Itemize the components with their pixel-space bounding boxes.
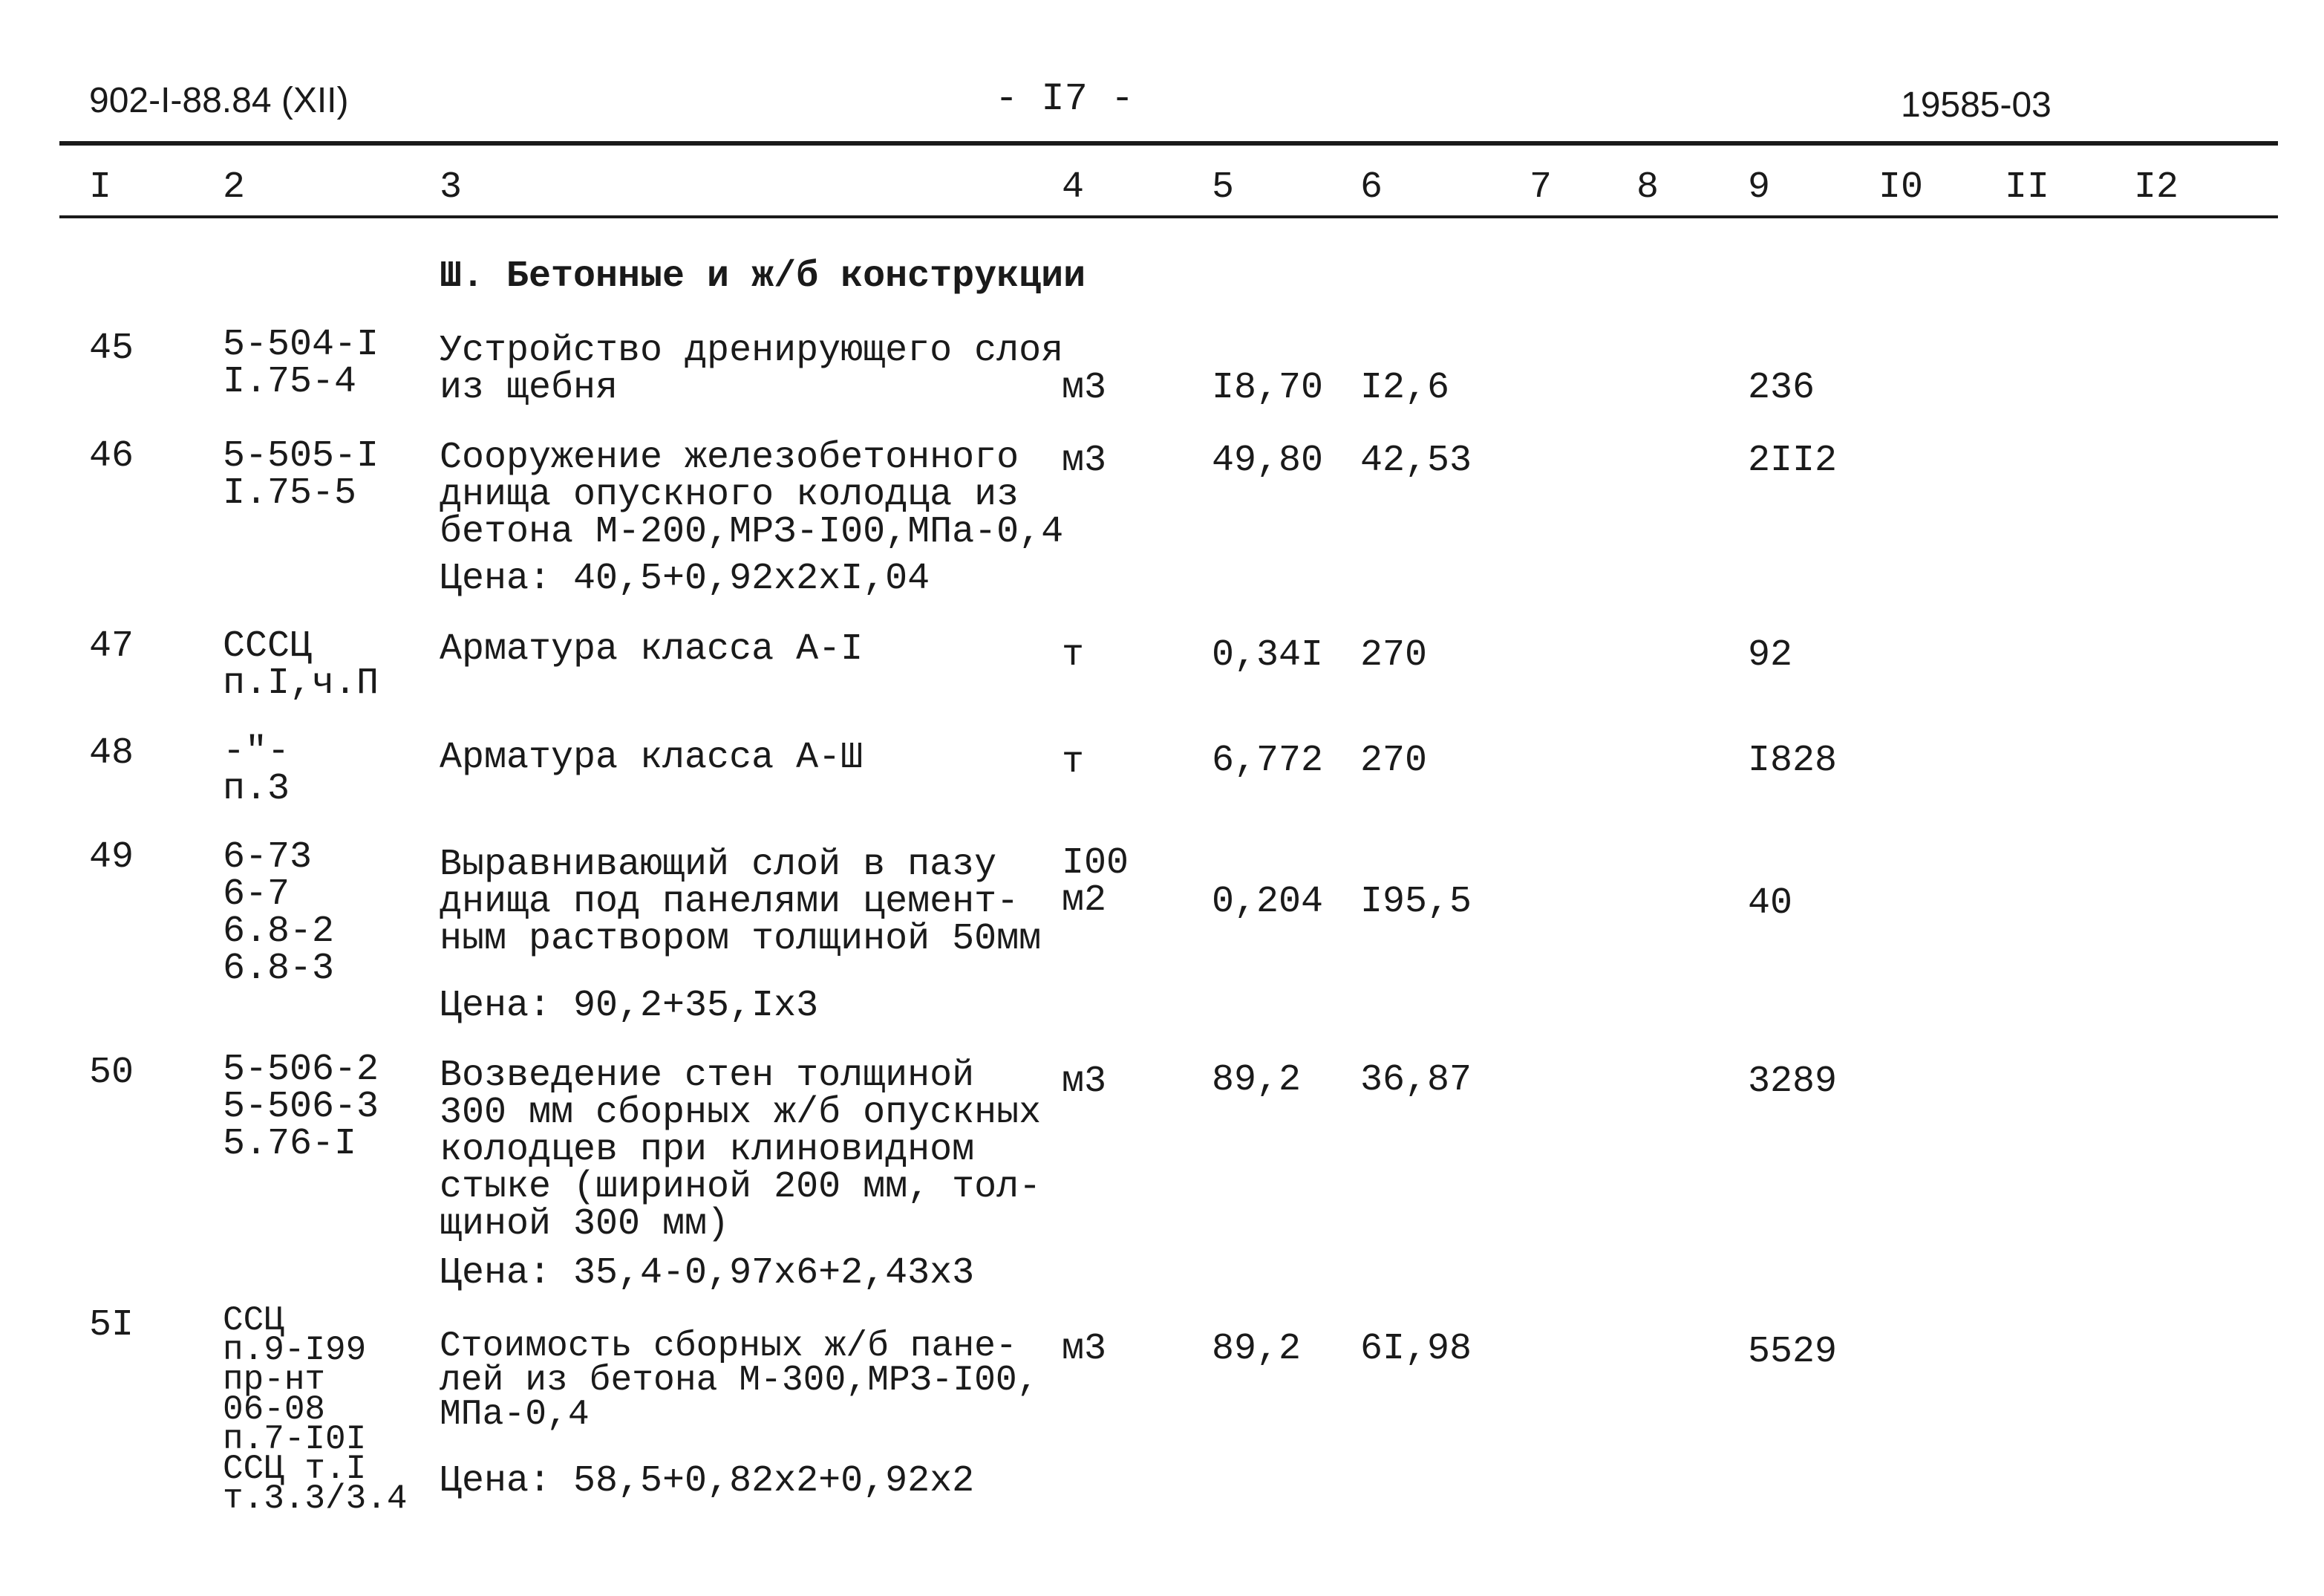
code-line: 6-73	[223, 836, 313, 879]
row-unit-price: 42,53	[1360, 440, 1472, 482]
desc-line: Стоимость сборных ж/б пане-	[440, 1326, 1017, 1367]
column-header: 2	[223, 166, 246, 209]
page-number: - I7 -	[995, 77, 1135, 121]
row-quantity: 0,34I	[1212, 634, 1324, 677]
row-description	[440, 437, 1064, 553]
code-line: 5-505-I	[223, 435, 379, 478]
column-header: 7	[1530, 166, 1553, 209]
column-header: 5	[1212, 166, 1235, 209]
row-price-note: Цена: 58,5+0,82х2+0,92х2	[440, 1460, 975, 1502]
header-rule-top	[59, 141, 2278, 146]
row-unit-price: 270	[1360, 634, 1428, 677]
row-quantity: 0,204	[1212, 881, 1324, 923]
code-line: 6.8-2	[223, 911, 335, 953]
code-line: I.75-4	[223, 361, 357, 403]
desc-line: Арматура класса А-Ш	[440, 737, 864, 779]
row-number: 49	[89, 836, 134, 879]
desc-line: щиной 300 мм)	[440, 1203, 730, 1245]
row-description	[440, 1326, 1039, 1435]
code-line: п.I,ч.П	[223, 662, 379, 705]
unit-line: м2	[1062, 879, 1107, 922]
code-line: п.7-I0I	[223, 1420, 367, 1459]
desc-line: бетона М-200,МРЗ-I00,МПа-0,4	[440, 511, 1064, 553]
row-unit: м3	[1062, 1328, 1107, 1370]
document-code: 902-I-88.84 (XII)	[89, 81, 349, 120]
desc-line: стыке (шириной 200 мм, тол-	[440, 1166, 1042, 1208]
row-quantity: 89,2	[1212, 1059, 1302, 1101]
row-unit-price: 36,87	[1360, 1059, 1472, 1101]
code-line: I.75-5	[223, 472, 357, 515]
row-code	[223, 435, 379, 515]
row-total: 40	[1748, 882, 1793, 925]
row-total: I828	[1748, 740, 1838, 782]
row-unit: м3	[1062, 440, 1107, 482]
row-number: 46	[89, 435, 134, 478]
row-unit: т	[1062, 741, 1085, 784]
row-total: 3289	[1748, 1061, 1838, 1103]
column-header: I0	[1879, 166, 1924, 209]
row-description	[440, 1055, 1042, 1245]
row-code	[223, 324, 379, 403]
code-line: 6-7	[223, 873, 290, 916]
column-header: I	[89, 166, 112, 209]
code-line: п.9-I99	[223, 1331, 367, 1369]
desc-line: днища под панелями цемент-	[440, 881, 1019, 923]
unit-line: I00	[1062, 842, 1129, 885]
code-line: -"-	[223, 731, 290, 773]
row-unit: т	[1062, 634, 1085, 677]
row-number: 45	[89, 328, 134, 370]
code-line: 5.76-I	[223, 1123, 357, 1165]
desc-line: ным раствором толщиной 50мм	[440, 918, 1042, 960]
row-quantity: I8,70	[1212, 367, 1324, 409]
code-line: пр-нт	[223, 1361, 326, 1399]
code-line: ССЦ	[223, 1301, 284, 1340]
row-quantity: 89,2	[1212, 1328, 1302, 1370]
row-description	[440, 737, 864, 779]
column-header: 3	[440, 166, 463, 209]
row-code	[223, 836, 335, 990]
column-header: II	[2005, 166, 2050, 209]
row-price-note: Цена: 90,2+35,Iх3	[440, 985, 819, 1027]
desc-line: Сооружение железобетонного	[440, 437, 1019, 479]
row-quantity: 6,772	[1212, 740, 1324, 782]
code-line: 5-504-I	[223, 324, 379, 366]
row-quantity: 49,80	[1212, 440, 1324, 482]
row-price-note: Цена: 35,4-0,97х6+2,43х3	[440, 1252, 975, 1294]
row-total: 92	[1748, 634, 1793, 677]
desc-line: Выравнивающий слой в пазу	[440, 844, 997, 886]
row-unit-price: I95,5	[1360, 881, 1472, 923]
section-title: Ш. Бетонные и ж/б конструкции	[440, 255, 1086, 298]
row-price-note: Цена: 40,5+0,92х2хI,04	[440, 558, 930, 600]
row-unit-price: 6I,98	[1360, 1328, 1472, 1370]
desc-line: 300 мм сборных ж/б опускных	[440, 1092, 1042, 1134]
code-line: 5-506-3	[223, 1086, 379, 1128]
code-line: СССЦ	[223, 625, 313, 668]
row-unit: м3	[1062, 1061, 1107, 1103]
desc-line: лей из бетона М-300,МРЗ-I00,	[440, 1361, 1039, 1401]
row-total: 236	[1748, 367, 1815, 409]
code-line: п.3	[223, 768, 290, 810]
header-rule-bottom	[59, 215, 2278, 218]
code-line: ССЦ т.I	[223, 1450, 367, 1488]
row-unit: м3	[1062, 367, 1107, 409]
row-description	[440, 844, 1042, 960]
desc-line: Арматура класса А-I	[440, 628, 864, 671]
row-description	[440, 330, 1064, 409]
code-line: 6.8-3	[223, 948, 335, 990]
row-description	[440, 628, 864, 671]
column-header: 4	[1062, 166, 1085, 209]
row-unit-price: 270	[1360, 740, 1428, 782]
row-number: 50	[89, 1052, 134, 1094]
row-code	[223, 731, 290, 810]
desc-line: из щебня	[440, 367, 618, 409]
code-line: 5-506-2	[223, 1049, 379, 1091]
row-number: 5I	[89, 1304, 134, 1346]
column-header: 9	[1748, 166, 1771, 209]
column-header: I2	[2134, 166, 2179, 209]
column-header: 6	[1360, 166, 1383, 209]
row-unit-price: I2,6	[1360, 367, 1450, 409]
row-total: 5529	[1748, 1331, 1838, 1373]
row-total: 2II2	[1748, 440, 1838, 482]
row-code	[223, 1049, 379, 1165]
desc-line: днища опускного колодца из	[440, 474, 1019, 516]
desc-line: колодцев при клиновидном	[440, 1129, 975, 1171]
row-code	[223, 625, 379, 705]
row-unit	[1062, 842, 1129, 922]
row-number: 47	[89, 625, 134, 668]
column-header: 8	[1636, 166, 1659, 209]
row-code	[223, 1301, 408, 1518]
code-line: 06-08	[223, 1390, 326, 1429]
desc-line: Устройство дренирующего слоя	[440, 330, 1064, 372]
archive-number: 19585-03	[1901, 85, 2052, 125]
desc-line: МПа-0,4	[440, 1395, 590, 1435]
desc-line: Возведение стен толщиной	[440, 1055, 975, 1097]
code-line: т.3.3/3.4	[223, 1479, 408, 1518]
row-number: 48	[89, 732, 134, 775]
